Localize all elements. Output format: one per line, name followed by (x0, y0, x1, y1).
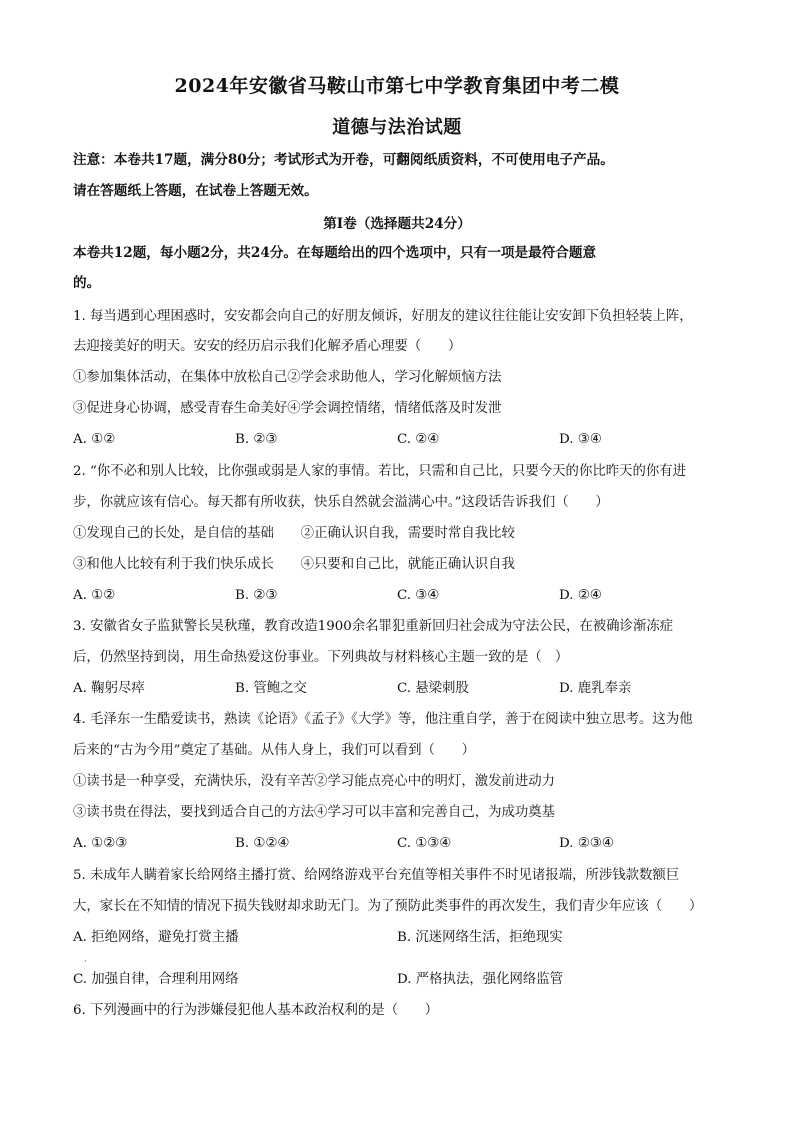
exam-subtitle: 道德与法治试题 (332, 117, 462, 138)
question-stem-line: 6. 下列漫画中的行为涉嫌侵犯他人基本政治权利的是（ ） (73, 1003, 439, 1018)
question-stem-line: 后，仍然坚持到岗，用生命热爱这份事业。下列典故与材料核心主题一致的是（ ） (73, 650, 569, 665)
option-a: A. 拒绝网络，避免打赏主播 (73, 930, 239, 945)
question-stem-line: 4. 毛泽东一生酷爱读书，熟读《论语》《孟子》《大学》等，他注重自学，善于在阅读中独立思考。这为他 (73, 712, 693, 727)
question-stem-line: 1. 每当遇到心理困惑时，安安都会向自己的好朋友倾诉，好朋友的建议往往能让安安卸下负担轻装上阵， (73, 309, 693, 324)
question-stem-line: 大，家长在不知情的情况下损失钱财却求助无门。为了预防此类事件的再次发生，我们青少年应该（ ） (73, 899, 703, 914)
question-stem-line: 步，你就应该有信心。每天都有所收获，快乐自然就会溢满心中。”这段话告诉我们（ ） (73, 495, 609, 510)
option-b: B. 管鲍之交 (235, 681, 307, 696)
statement-line: ③读书贵在得法，要找到适合自己的方法④学习可以丰富和完善自己，为成功奠基 (73, 805, 556, 820)
question-stem-line: 2. “你不必和别人比较，比你强或弱是人家的事情。若比，只需和自己比，只要今天的你比昨天的你有进 (73, 464, 687, 479)
notice-line-2: 请在答题纸上答题，在试卷上答题无效。 (73, 183, 318, 199)
option-b: B. ②③ (235, 432, 278, 447)
statement-line: ③和他人比较有利于我们快乐成长 ④只要和自己比，就能正确认识自我 (73, 557, 515, 572)
option-d: D. 严格执法，强化网络监管 (397, 972, 564, 987)
statement-line: ①读书是一种享受，充满快乐，没有辛苦②学习能点亮心中的明灯，激发前进动力 (73, 774, 556, 789)
option-c: C. ②④ (397, 432, 440, 447)
section-intro-line-1: 本卷共12题，每小题2分，共24分。在每题给出的四个选项中，只有一项是最符合题意 (73, 245, 597, 261)
question-stem-line: 3. 安徽省女子监狱警长吴秋瑾，教育改造1900余名罪犯重新回归社会成为守法公民，在被确诊渐冻症 (73, 619, 674, 634)
option-c: C. 悬梁刺股 (397, 681, 469, 696)
statement-line: ①发现自己的长处，是自信的基础 ②正确认识自我，需要时常自我比较 (73, 526, 515, 541)
option-d: D. ②④ (559, 588, 602, 603)
stray-dot-mark: · (84, 957, 87, 966)
section-title: 第Ⅰ卷（选择题共24分） (323, 216, 471, 232)
statement-line: ①参加集体活动，在集体中放松自己②学会求助他人，学习化解烦恼方法 (73, 370, 502, 385)
section-intro-line-2: 的。 (73, 275, 101, 291)
option-a: A. ①② (73, 432, 116, 447)
option-c: C. ③④ (397, 588, 440, 603)
option-b: B. ②③ (235, 588, 278, 603)
option-d: D. ②③④ (559, 836, 614, 851)
option-a: A. ①②③ (73, 836, 128, 851)
option-b: B. 沉迷网络生活，拒绝现实 (397, 930, 563, 945)
option-a: A. 鞠躬尽瘁 (73, 681, 145, 696)
statement-line: ③促进身心协调，感受青春生命美好④学会调控情绪，情绪低落及时发泄 (73, 401, 502, 416)
question-stem-line: 后来的“古为今用”奠定了基础。从伟人身上，我们可以看到（ ） (73, 743, 476, 758)
option-c: C. 加强自律，合理利用网络 (73, 972, 239, 987)
option-d: D. ③④ (559, 432, 602, 447)
question-stem-line: 5. 未成年人瞒着家长给网络主播打赏、给网络游戏平台充值等相关事件不时见诸报端，所涉钱款数额巨 (73, 868, 680, 883)
notice-line-1: 注意：本卷共17题，满分80分；考试形式为开卷，可翻阅纸质资料，不可使用电子产品。 (73, 152, 614, 168)
option-b: B. ①②④ (235, 836, 290, 851)
question-stem-line: 去迎接美好的明天。安安的经历启示我们化解矛盾心理要（ ） (73, 339, 462, 354)
exam-title: 2024年安徽省马鞍山市第七中学教育集团中考二模 (174, 75, 620, 97)
option-d: D. 鹿乳奉亲 (559, 681, 632, 696)
option-a: A. ①② (73, 588, 116, 603)
option-c: C. ①③④ (397, 836, 452, 851)
